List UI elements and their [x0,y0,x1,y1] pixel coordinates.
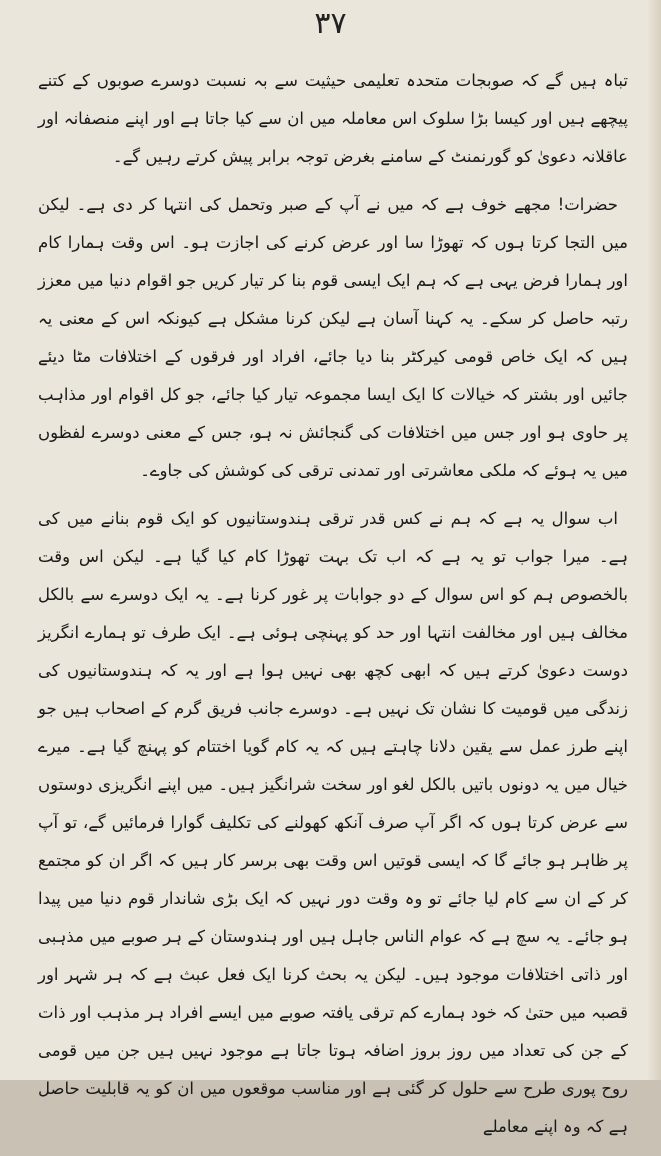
paragraph-1: تباہ ہیں گے کہ صوبجات متحدہ تعلیمی حیثیت سے بہ نسبت دوسرے صوبوں کے کتنے پیچھے ہیں اور کیسا بڑا سلوک اس معاملہ میں ان سے کیا جاتا ہے اور اپنے منصفانہ اور عاقلانہ دعویٰ کو گورنمنٹ کے سامنے بغرض توجہ برابر پیش کرتے رہیں گے۔ [38,71,628,166]
paragraph-2: حضرات! مجھے خوف ہے کہ میں نے آپ کے صبر وتحمل کی انتہا کر دی ہے۔ لیکن میں التجا کرتا ہوں کہ تھوڑا سا اور عرض کرنے کی اجازت ہو۔ اس وقت ہمارا کام اور ہمارا فرض یہی ہے کہ ہم ایک ایسی قوم بنا کر تیار کریں جو اقوام دنیا میں معزز رتبہ حاصل کر سکے۔ یہ کہنا آسان ہے لیکن کرنا مشکل ہے کیونکہ اس کے معنی یہ ہیں کہ ایک خاص قومی کیرکٹر بنا دیا جائے، افراد اور فرقوں کے اختلافات مٹا دیئے جائیں اور بشتر کہ خیالات کا ایک ایسا مجموعہ تیار کیا جائے، جو کل اقوام اور مذاہب پر حاوی ہو اور جس میں اختلافات کی گنجائش نہ ہو، جس کے معنی دوسرے لفظوں میں یہ ہوئے کہ ملکی معاشرتی اور تمدنی ترقی کی کوشش کی جاوے۔ [38,195,628,480]
paragraph-3: اب سوال یہ ہے کہ ہم نے کس قدر ترقی ہندوستانیوں کو ایک قوم بنانے میں کی ہے۔ میرا جواب تو یہ ہے کہ اب تک بہت تھوڑا کام کیا گیا ہے۔ لیکن اس وقت بالخصوص ہم کو اس سوال کے دو جوابات پر غور کرنا ہے۔ یہ ایک دوسرے سے بالکل مخالف ہیں اور مخالفت انتہا اور حد کو پہنچی ہوئی ہے۔ ایک طرف تو ہمارے انگریز دوست دعویٰ کرتے ہیں کہ ابھی کچھ بھی نہیں ہوا ہے اور یہ کہ ہندوستانیوں کی زندگی میں قومیت کا نشان تک نہیں ہے۔ دوسرے جانب فریق گرم کے اصحاب ہیں جو اپنے طرز عمل سے یقین دلانا چاہتے ہیں کہ یہ کام گویا اختتام کو پہنچ گیا ہے۔ میرے خیال میں یہ دونوں باتیں بالکل لغو اور سخت شرانگیز ہیں۔ میں اپنے انگریزی دوستوں سے عرض کرتا ہوں کہ اگر آپ صرف آنکھ کھولنے کی تکلیف گوارا فرمائیں گے، تو آپ پر ظاہر ہو جائے گا کہ ایسی قوتیں اس وقت بھی برسر کار ہیں کہ اگر ان کو مجتمع کر کے ان سے کام لیا جائے تو وہ وقت دور نہیں کہ ایک بڑی شاندار قوم دنیا میں پیدا ہو جائے۔ یہ سچ ہے کہ عوام الناس جاہل ہیں اور ہندوستان کے ہر صوبے میں مذہبی اور ذاتی اختلافات موجود ہیں۔ لیکن یہ بحث کرنا ایک فعل عبث ہے کہ ہر شہر اور قصبہ میں حتیٰ کہ خود ہمارے کم ترقی یافتہ صوبے میں ایسے افراد ہر مذہب اور ذات کے جن کی تعداد میں روز بروز اضافہ ہوتا جاتا ہے موجود نہیں ہیں جن میں قومی روح پوری طرح سے حلول کر گئی ہے اور مناسب موقعوں میں ان کو یہ قابلیت حاصل ہے کہ وہ اپنے معاملے [38,509,628,1136]
page-number: ۳۷ [314,6,347,41]
page-edge-shadow [647,0,661,1080]
body-text [38,62,628,1156]
